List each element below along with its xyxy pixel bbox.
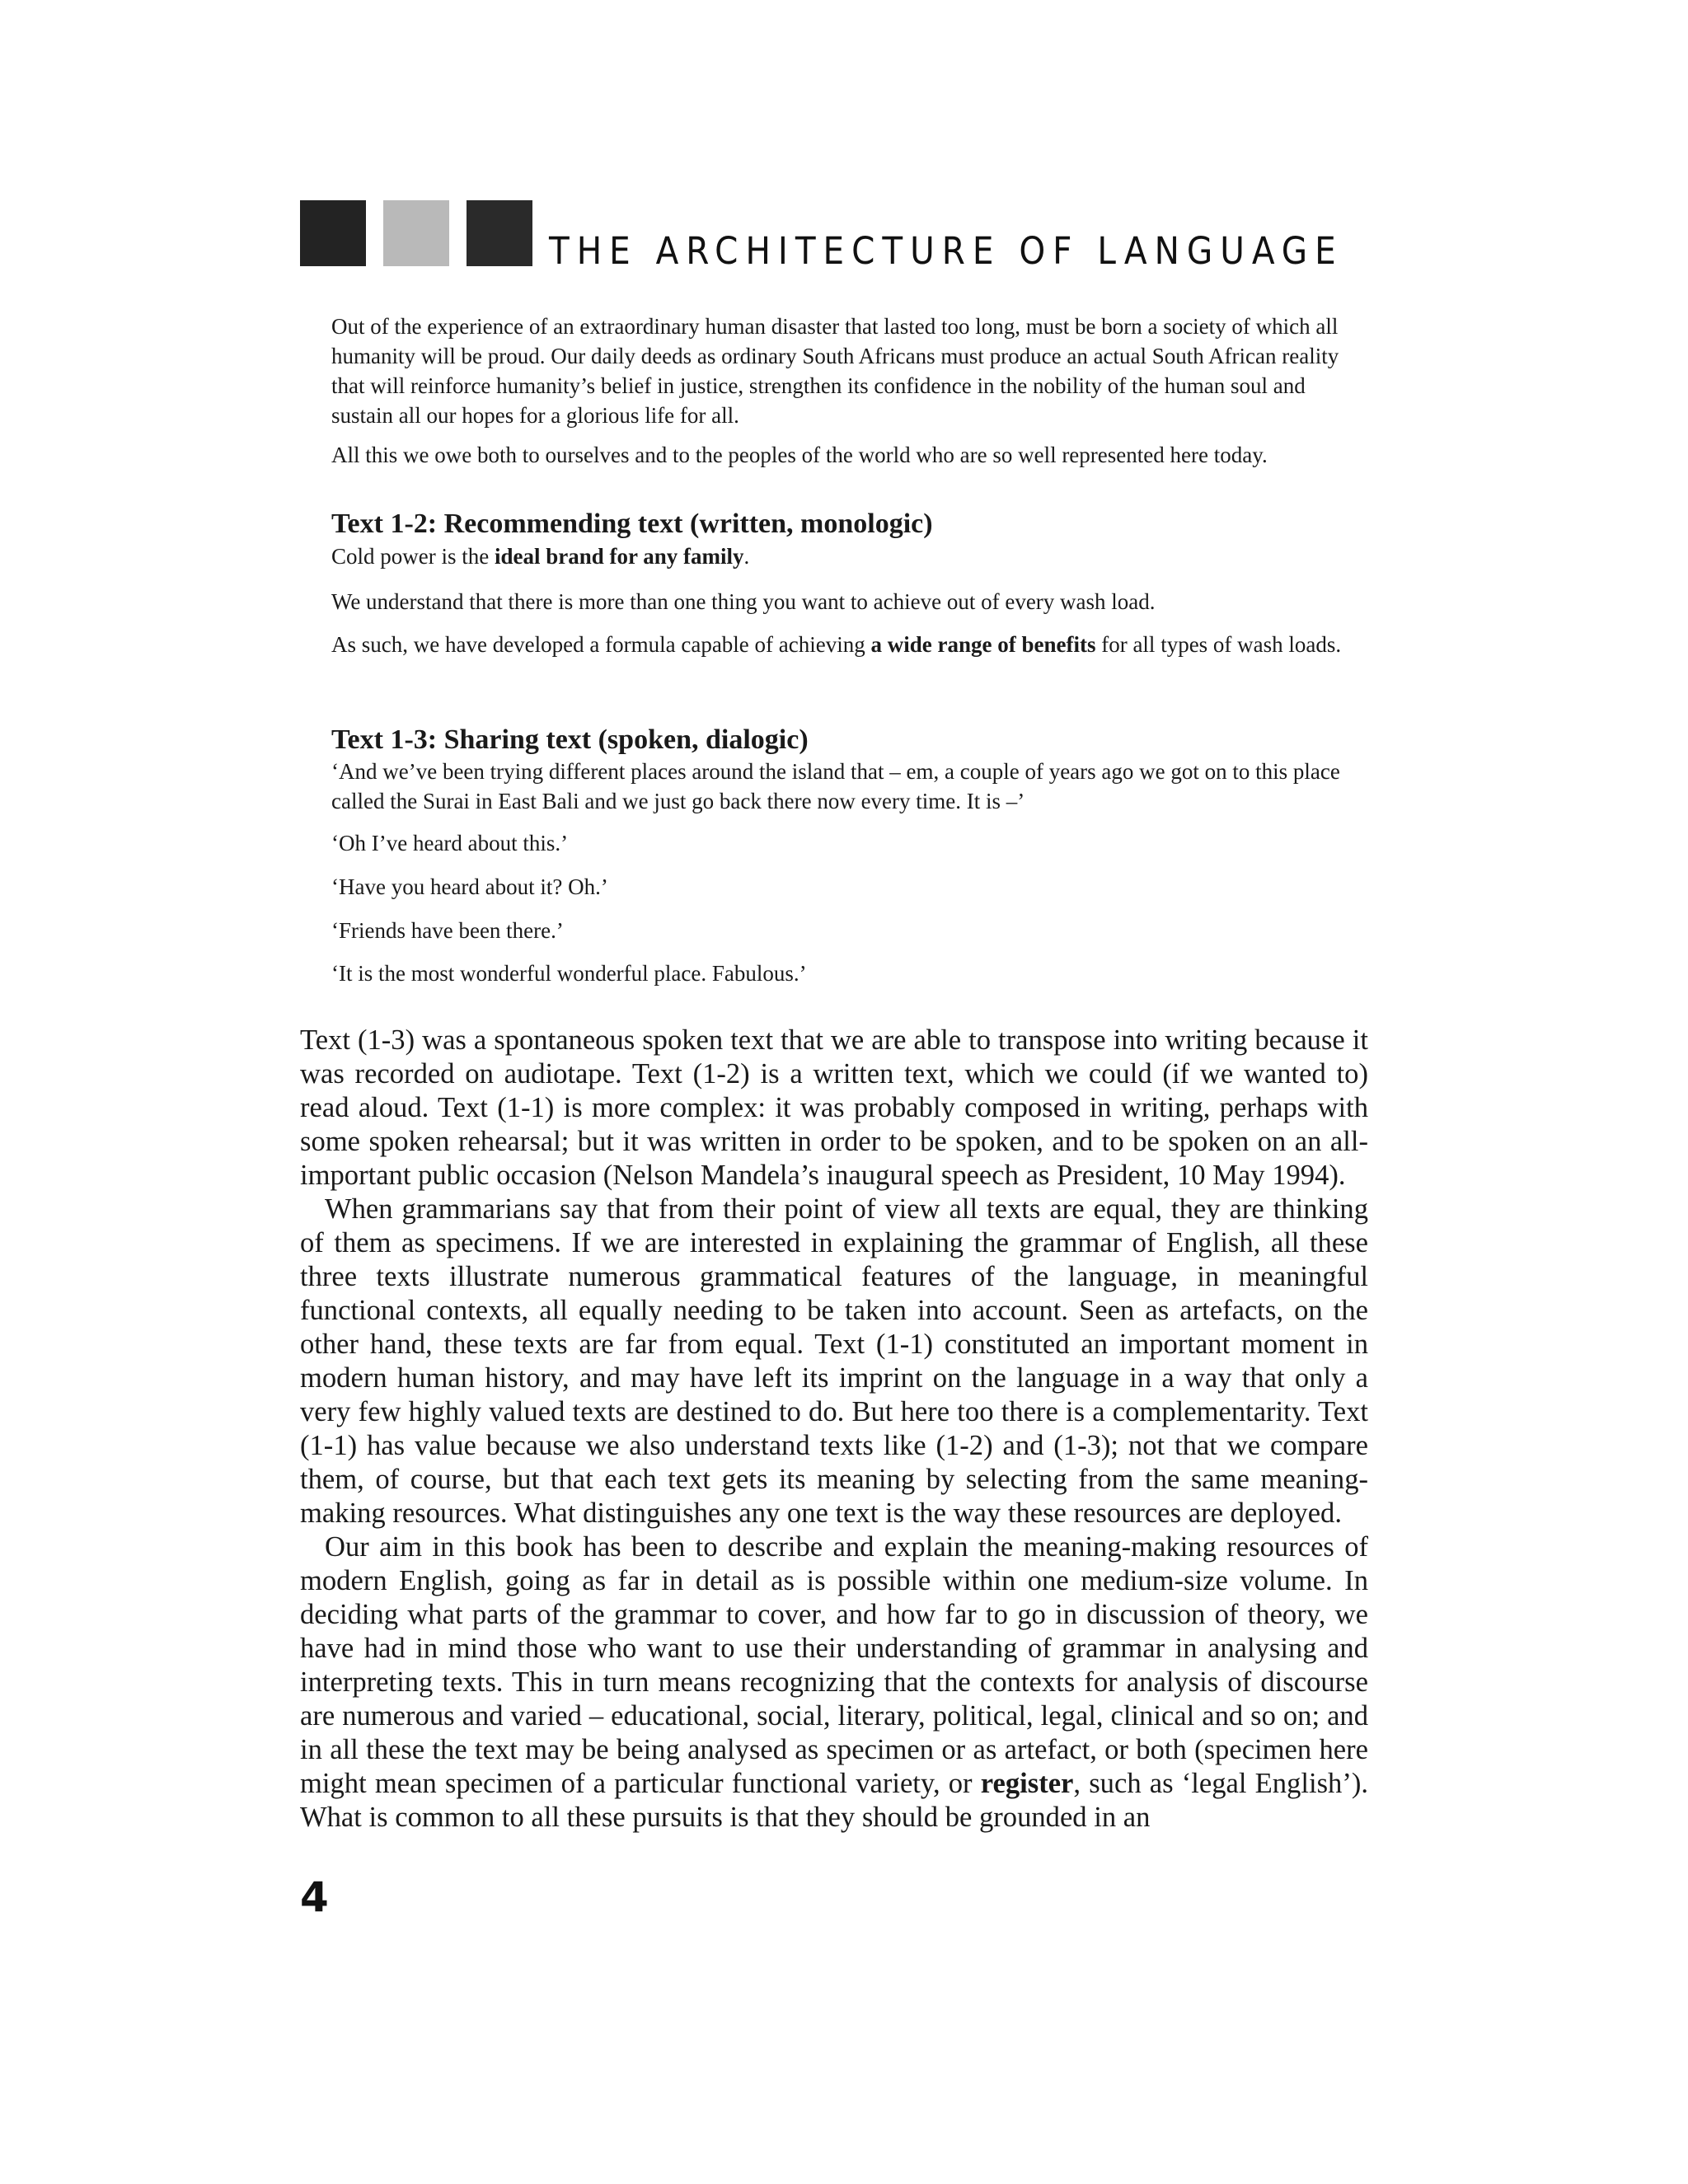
text-1-2-extract (331, 587, 1368, 616)
dialogue-turn (331, 958, 1368, 988)
dialogue-line: ‘And we’ve been trying different places around the island that – em, a couple of years ago we got on to this place called the Surai in East Bali and we just go back there now every time. It is –’ (331, 759, 1340, 813)
text-1-1-paragraph: Out of the experience of an extraordinary human disaster that lasted too long, must be born a society of which all humanity will be proud. Our daily deeds as ordinary South Africans must produce an actual South African reality that will reinforce humanity’s belief in justice, strengthen its confidence in the nobility of the human soul and sustain all our hopes for a glorious life for all. (331, 314, 1339, 428)
dialogue-turn (331, 828, 1368, 858)
body-paragraph: Text (1-3) was a spontaneous spoken text that we are able to transpose into writing because it was recorded on audiotape. Text (1-2) is a written text, which we could (if we wanted to) read aloud. Text (1-1) is more complex: it was probably composed in writing, perhaps with some spoken rehearsal; but it was written in order to be spoken, and to be spoken on an all-important public occasion (Nelson Mandela’s inaugural speech as President, 10 May 1994). (300, 1024, 1368, 1191)
bold-term: ideal brand for any family (494, 544, 744, 569)
text-1-3-heading: Text 1-3: Sharing text (spoken, dialogic) (331, 724, 809, 755)
text-1-2-heading: Text 1-2: Recommending text (written, monologic) (331, 509, 933, 539)
header-square-dark (467, 200, 532, 266)
text-1-2-extract (331, 541, 1368, 571)
dialogue-turn (331, 916, 1368, 945)
bold-term: register (980, 1768, 1074, 1799)
body-paragraph: When grammarians say that from their point of view all texts are equal, they are thinking of them as specimens. If we are interested in explaining the grammar of English, all these three texts illustrate numerous grammatical features of the language, in meaningful functional contexts, all equally needing to be taken into account. Seen as artefacts, on the other hand, these texts are far from equal. Text (1-1) constituted an important moment in modern human history, and may have left its imprint on the language in a way that only a very few highly valued texts are destined to do. But here too there is a complementarity. Text (1-1) has value because we also understand texts like (1-2) and (1-3); not that we compare them, of course, but that each text gets its meaning by selecting from the same meaning-making resources. What distinguishes any one text is the way these resources are deployed. (300, 1193, 1368, 1529)
dialogue-turn (331, 872, 1368, 902)
page-number: 4 (300, 1873, 329, 1921)
text-1-2-extract (331, 630, 1368, 659)
bold-term: a wide range of benefits (870, 632, 1096, 657)
body-paragraph: Our aim in this book has been to describe and explain the meaning-making resources of modern English, going as far in detail as is possible within one medium-size volume. In deciding what parts of the grammar to cover, and how far to go in discussion of theory, we have had in mind those who want to use their understanding of grammar in analysing and interpreting texts. This in turn means recognizing that the contexts for analysis of discourse are numerous and varied – educational, social, literary, political, legal, clinical and so on; and in all these the text may be being analysed as specimen or as artefact, or both (specimen here might mean specimen of a particular functional variety, or register, such as ‘legal English’). What is common to all these pursuits is that they should be grounded in an (300, 1531, 1368, 1833)
text-1-2-paragraph: We understand that there is more than one thing you want to achieve out of every wash load. (331, 589, 1156, 614)
text-1-2-paragraph: Cold power is the ideal brand for any family. (331, 544, 750, 569)
dialogue-line: ‘Have you heard about it? Oh.’ (331, 874, 608, 899)
dialogue-line: ‘It is the most wonderful wonderful place. Fabulous.’ (331, 961, 807, 986)
text-1-2-paragraph: As such, we have developed a formula capable of achieving a wide range of benefits for all types of wash loads. (331, 632, 1342, 657)
text-1-1-extract (331, 312, 1368, 430)
dialogue-line: ‘Friends have been there.’ (331, 918, 564, 943)
dialogue-turn (331, 757, 1368, 816)
header-square-light (383, 200, 449, 266)
running-header-title: THE ARCHITECTURE OF LANGUAGE (549, 229, 1343, 273)
text-1-1-extract (331, 440, 1368, 470)
body-text (300, 1024, 1368, 1835)
text-1-1-paragraph: All this we owe both to ourselves and to the peoples of the world who are so well represented here today. (331, 443, 1268, 467)
header-square-dark (300, 200, 366, 266)
dialogue-line: ‘Oh I’ve heard about this.’ (331, 831, 569, 855)
